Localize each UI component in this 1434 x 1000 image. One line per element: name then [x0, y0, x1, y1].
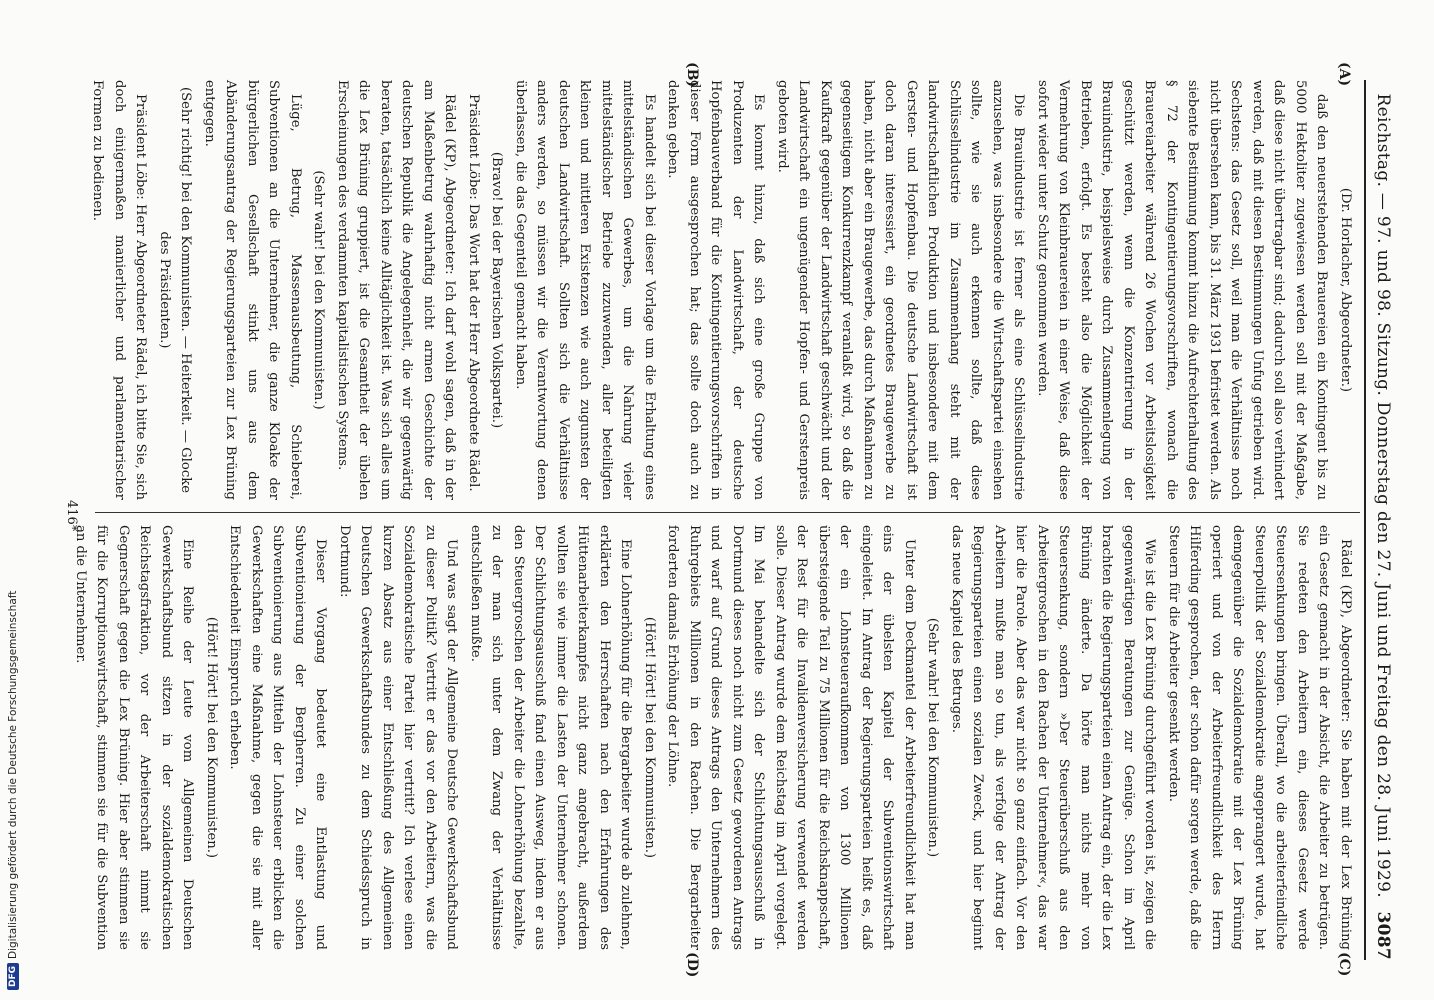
page-header	[1364, 80, 1400, 960]
paragraph: Präsident Löbe: Das Wort hat der Herr Abgeordnete Rädel.	[466, 94, 481, 492]
margin-marker-b: (B)	[684, 62, 700, 88]
paragraph: Die Brauindustrie ist ferner als eine Schlüsselindustrie anzusehen, was insbesondere die Wirtschaftspartei einsehen sollte, wie sie auch erkennen sollte, daß diese Schlüsselindustrie im Zusammenhang steht mit der landwirtschaftlichen Produktion und insbesondere mit dem Gersten- und Hopfenbau. Die deutsche Landwirtschaft ist doch daran interessiert, ein geordnetes Braugewerbe zu haben, nicht aber ein Braugewerbe, das durch Maßnahmen zu gegenseitigem Konkurrenzkampf veranlaßt wird, so daß die Kaufkraft gegenüber der Landwirtschaft geschwächt und der Landwirtschaft ein ungenügender Hopfen- und Gerstenpreis geboten wird.	[775, 80, 1027, 500]
paragraph: Und was sagt der Allgemeine Deutsche Gewerkschaftsbund zu dieser Politik? Vertritt er das vor den Arbeitern, was die Sozialdemokratische Partei hier vertritt? Ich verlese einen kurzen Absatz aus einer Entschließung des Allgemeinen Deutschen Gewerkschaftsbundes zu dem Schiedsspruch in Dortmund:	[337, 525, 460, 950]
paragraph: daß den neuerstehenden Brauereien ein Kontingent bis zu 5000 Hektoliter zugewiesen werden soll mit der Maßgabe, daß diese nicht übertragbar sind; dadurch soll also verhindert werden, daß mit diesen Bestimmungen Unfug getrieben wird. Sechstens: das Gesetz soll, weil man die Verhältnisse noch nicht übersehen kann, bis 31. März 1931 befristet werden. Als siebente Bestimmung kommt hinzu die Aufrechterhaltung des § 72 der Kontingentierungsvorschriften, wonach die Brauereiarbeiter während 26 Wochen vor Arbeitslosigkeit geschützt werden, wenn die Konzentrierung in der Brauindustrie, beispielsweise durch Zusammenlegung von Betrieben, erfolgt. Es besteht also die Möglichkeit der Vermehrung von Kleinbrauereien in einer Weise, daß diese sofort wieder unter Schutz genommen werden.	[1035, 80, 1330, 500]
speaker-heading: (Dr. Horlacher, Abgeordneter.)	[1338, 187, 1353, 393]
page-content	[60, 20, 1400, 980]
margin-marker-a: (A)	[1336, 62, 1352, 87]
interjection: (Sehr richtig! bei den Kommunisten. — Heiterkeit. — Glocke des Präsidenten.)	[157, 86, 194, 494]
paragraph: Lüge, Betrug, Massenausbeutung, Schieberei, Subventionen an die Unternehmer, die ganze Kloake der bürgerlichen Gesellschaft stinkt uns aus dem Abänderungsantrag der Regierungsparteien zur Lex Brüning entgegen.	[202, 80, 303, 500]
paragraph: Eine Lohnerhöhung für die Bergarbeiter wurde ab zulehnen, erklärten den Herrschaften nach den Erfahrungen des Hüttenarbeiterkampfes nicht ganz angebracht, außerdem wollten sie wie immer die Lasten der Unternehmer schonen. Der Schlichtungsausschuß fand einen Ausweg, indem er aus den Steuergroschen der Arbeiter die Lohnerhöhung bezahlte, zu der man sich unter dem Zwang der Verhältnisse entschließen mußte.	[468, 525, 634, 950]
footer-page-mark: 416*	[64, 500, 79, 532]
rotated-page-container	[60, 20, 1400, 980]
paragraph: Unter dem Deckmantel der Arbeiterfreundlichkeit hat man eins der übelsten Kapitel der Subventionswirtschaft eingeleitet. Im Antrag der Regierungsparteien heißt es, daß der ein Lohnsteueraufkommen von 1300 Millionen übersteigende Teil zu 75 Millionen für die Reichsknappschaft, der Rest für die Invalidenversicherung verwendet werden solle. Dieser Antrag wurde dem Reichstag im April vorgelegt. Im Mai behandelte sich der Schlichtungsausschuß in Dortmund dieses noch nicht zum Gesetz gewordenen Antrags und warf auf Grund dieses Antrags den Unternehmern des Ruhrgebiets Millionen in den Rachen. Die Bergarbeiter forderten damals Erhöhung der Löhne.	[665, 525, 917, 950]
page-number: 3087	[1373, 911, 1393, 960]
paragraph: Rädel (KP), Abgeordneter: Sie haben mit der Lex Brüning ein Gesetz gemacht in der Absicht, die Arbeiter zu betrügen. Sie redeten den Arbeitern ein, dieses Gesetz werde Steuersenkungen bringen. Überall, wo die arbeiterfeindliche Steuerpolitik der Sozialdemokratie angeprangert wurde, hat demgegenüber die Sozialdemokratie mit der Lex Brüning operiert und von der Arbeiterfreundlichkeit des Herrn Hilferding gesprochen, der schon dafür sorgen werde, daß die Steuern für die Arbeiter gesenkt werden.	[1166, 525, 1353, 950]
paragraph: Es kommt hinzu, daß sich eine große Gruppe von Produzenten der Landwirtschaft, der deutsche Hopfenbauverband für die Kontingentierungsvorschriften in dieser Form ausgesprochen hat; das sollte doch auch zu denken geben.	[665, 80, 767, 500]
paragraph: Präsident Löbe: Herr Abgeordneter Rädel, ich bitte Sie, sich doch einigermaßen manierlicher und parlamentarischer Formen zu bedienen.	[90, 80, 149, 500]
digitization-credit	[4, 40, 22, 990]
page-title: Reichstag. — 97. und 98. Sitzung. Donnerstag den 27. Juni und Freitag den 28. Juni 1929.	[1373, 93, 1393, 898]
paragraph: Wie ist die Lex Brüning durchgeführt worden ist, zeigen die gegenwärtigen Beratungen zur Genüge. Schon im April brachten die Regierungsparteien einen Antrag ein, der die Lex Brüning änderte. Da hörte man nichts mehr von Steuersenkung, sondern »Der Steuerüberschuß aus den Arbeitergroschen in den Rachen der Unternehmer«, das war hier die Parole. Aber das war nicht so ganz einfach. Vor den Arbeitern mußte man so tun, als verfolge der Antrag der Regierungsparteien einen sozialen Zweck, und hier beginnt das neue Kapitel des Betruges.	[949, 525, 1158, 950]
right-column	[73, 525, 1356, 950]
interjection: (Hört! Hört! bei den Kommunisten.)	[642, 616, 657, 859]
margin-marker-c: (C)	[1336, 952, 1352, 977]
margin-marker-d: (D)	[684, 952, 700, 978]
quotation: Dieser Vorgang bedeutet eine Entlastung und Subventionierung der Bergherren. Zu einer solchen Subventionierung aus Mitteln der Lohnsteuer erblicken die Gewerkschaften eine Maßnahme, gegen die sie mit aller Entschiedenheit Einspruch erheben.	[227, 525, 329, 950]
interjection: (Sehr wahr! bei den Kommunisten.)	[311, 170, 327, 410]
paragraph: Rädel (KP), Abgeordneter: Ich darf wohl sagen, daß in der am Maßenbetrug wahrhaftig nicht armen Geschichte der deutschen Republik die Angelegenheit, die wir gegenwärtig beraten, tatsächlich keine Alltäglichkeit ist. Was sich alles um die Lex Brüning gruppiert, ist die Gesamtheit der übelen Erscheinungen des verdammten kapitalistischen Systems.	[335, 80, 458, 500]
column-divider	[95, 512, 1360, 513]
paragraph: Eine Reihe der Leute vom Allgemeinen Deutschen Gewerkschaftsbund sitzen in der sozialdemokratischen Reichstagsfraktion, vor der Arbeiterschaft nimmt sie Gegnerschaft gegen die Lex Brüning. Hier aber stimmen sie für die Korruptionswirtschaft, stimmen sie für die Subvention an die Unternehmer.	[73, 525, 196, 950]
credit-text: Digitalisierung gefördert durch die Deutsche Forschungsgemeinschaft	[7, 590, 19, 959]
interjection: (Sehr wahr! bei den Kommunisten.)	[925, 617, 941, 858]
paragraph: Es handelt sich bei dieser Vorlage um die Erhaltung eines mittelständischen Gewerbes, um die Nahrung vieler mittelständischer Betriebe zuzuwenden, aller beteiligten kleinen und mittleren Existenzen wie auch zugunsten der deutschen Landwirtschaft. Sollten sich die Verhältnisse anders werden, so müssen wir die Verantwortung denen überlassen, die das Gegenteil gemacht haben.	[513, 80, 657, 500]
interjection: (Hört! Hört! bei den Kommunisten.)	[204, 616, 219, 859]
left-column	[90, 80, 1356, 500]
dfg-logo: DFG	[7, 963, 19, 990]
interjection: (Bravo! bei der Bayerischen Volkspartei.)	[489, 151, 505, 429]
